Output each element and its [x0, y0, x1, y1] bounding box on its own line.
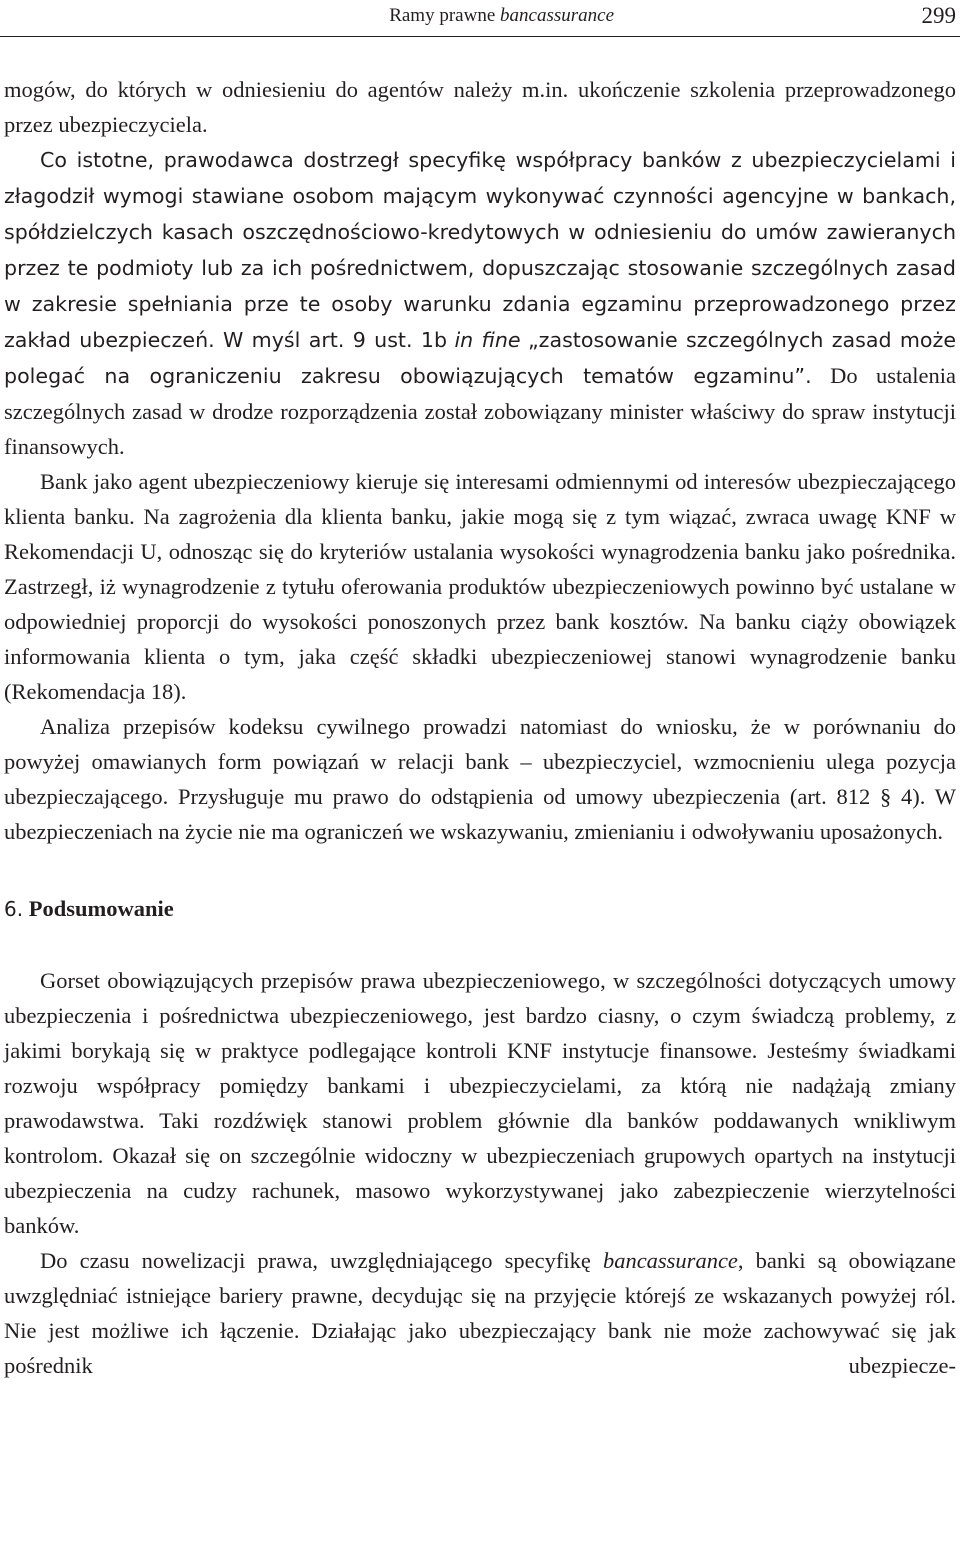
- paragraph-summary-1: Gorset obowiązujących przepisów prawa ubezpieczeniowego, w szczególności dotyczących umowy ubezpieczenia i pośrednictwa ubezpieczeniowego, jest bardzo ciasny, o czym świadczą problemy, z jakimi borykają się w praktyce podlegające kontroli KNF instytucje finansowe. Jesteśmy świadkami rozwoju współpracy pomiędzy bankami i ubezpieczycielami, za którą nie nadążają zmiany prawodawstwa. Taki rozdźwięk stanowi problem głównie dla banków poddawanych wnikliwym kontrolom. Okazał się on szczególnie widoczny w ubezpieczeniach grupowych opartych na instytucji ubezpieczenia na cudzy rachunek, masowo wykorzystywanej jako zabezpieczenie wierzytelności banków.: [4, 968, 956, 1238]
- paragraph-bank-agent: Bank jako agent ubezpieczeniowy kieruje się interesami odmiennymi od interesów ubezpieczającego klienta banku. Na zagrożenia dla klienta banku, jakie mogą się z tym wiązać, zwraca uwagę KNF w Rekomendacji U, odnosząc się do kryteriów ustalania wysokości wynagrodzenia banku jako pośrednika. Zastrzegł, iż wynagrodzenie z tytułu oferowania produktów ubezpieczeniowych powinno być ustalane w odpowiedniej proporcji do wysokości ponoszonych przez bank kosztów. Na banku ciąży obowiązek informowania klienta o tym, jaka część składki ubezpieczeniowej stanowi wynagrodzenie banku (Rekomendacja 18).: [4, 469, 956, 704]
- page-number: 299: [921, 3, 956, 28]
- quoted-provision: „zastosowanie szczególnych zasad może polegać na ograniczeniu zakresu obowiązujących tematów egzaminu”.: [4, 328, 957, 388]
- section-number: 6.: [4, 897, 24, 921]
- section-heading: [4, 891, 956, 927]
- page-header: [0, 0, 960, 37]
- running-head-text: Ramy prawne: [389, 5, 501, 26]
- paragraph-text-tail: Do ustalenia szczególnych zasad w drodze rozporządzenia został zobowiązany minister właściwy do spraw instytucji finansowych.: [4, 363, 956, 459]
- italic-term: in fine: [454, 328, 521, 352]
- paragraph-text: Do czasu nowelizacji prawa, uwzględniającego specyfikę: [40, 1248, 591, 1273]
- paragraph-continuation: mogów, do których w odniesieniu do agentów należy m.in. ukończenie szkolenia przeprowadzonego przez ubezpieczyciela.: [4, 77, 956, 137]
- paragraph-civil-code: Analiza przepisów kodeksu cywilnego prowadzi natomiast do wniosku, że w porównaniu do powyżej omawianych form powiązań w relacji bank – ubezpieczyciel, wzmocnieniu ulega pozycja ubezpieczającego. Przysługuje mu prawo do odstąpienia od umowy ubezpieczenia (art. 812 § 4). W ubezpieczeniach na życie nie ma ograniczeń we wskazywaniu, zmienianiu i odwoływaniu uposażonych.: [4, 714, 956, 844]
- paragraph-specific-rules: [4, 142, 956, 464]
- paragraph-summary-2: [4, 1243, 956, 1383]
- running-head: [389, 4, 614, 28]
- section-title: Podsumowanie: [28, 896, 174, 921]
- running-head-italic: bancassurance: [500, 5, 614, 26]
- paragraph-text: Co istotne, prawodawca dostrzegł specyfikę współpracy banków z ubezpieczycielami i złagodził wymogi stawiane osobom mającym wykonywać czynności agencyjne w bankach, spółdzielczych kasach oszczędnościowo-kredytowych w odniesieniu do umów zawieranych przez te podmioty lub za ich pośrednictwem, dopuszczając stosowanie szczególnych zasad w zakresie spełniania prze te osoby warunku zdania egzaminu przeprowadzonego przez zakład ubezpieczeń. W myśl art. 9 ust. 1b: [4, 148, 956, 352]
- italic-term: bancassurance: [602, 1248, 738, 1273]
- page-body: [4, 72, 956, 1383]
- paragraph-text-tail: , banki są obowiązane uwzględniać istniejące bariery prawne, decydując się na przyjęcie którejś ze wskazanych powyżej ról. Nie jest możliwe ich łączenie. Działając jako ubezpieczający bank nie może zachowywać się jak pośrednik ubezpiecze-: [4, 1248, 956, 1378]
